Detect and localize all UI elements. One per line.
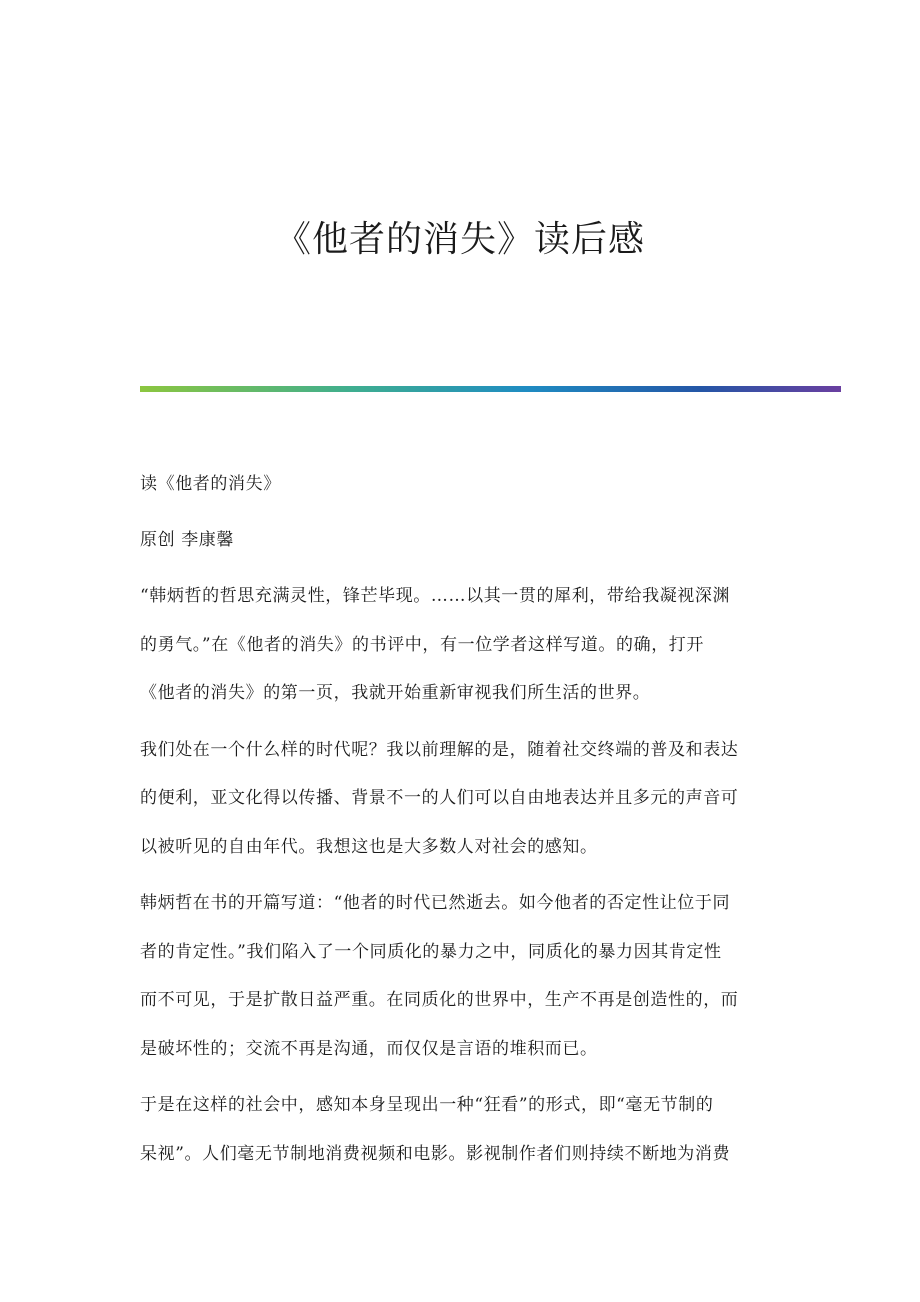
document-body	[140, 464, 770, 1182]
paragraph-line: “韩炳哲的哲思充满灵性，锋芒毕现。……以其一贯的犀利，带给我凝视深渊	[140, 586, 731, 606]
paragraph-line: 者的肯定性。”我们陷入了一个同质化的暴力之中，同质化的暴力因其肯定性	[140, 941, 722, 962]
paragraph-line: 韩炳哲在书的开篇写道：“他者的时代已然逝去。如今他者的否定性让位于同	[140, 893, 731, 913]
paragraph-line: 《他者的消失》的第一页，我就开始重新审视我们所生活的世界。	[140, 683, 651, 703]
paragraph-line: 以被听见的自由年代。我想这也是大多数人对社会的感知。	[140, 836, 598, 857]
author-line: 原创 李康馨	[140, 530, 235, 550]
book-title-line: 读《他者的消失》	[140, 474, 281, 494]
paragraph-line: 我们处在一个什么样的时代呢？我以前理解的是，随着社交终端的普及和表达	[140, 739, 739, 760]
paragraph-line: 的便利，亚文化得以传播、背景不一的人们可以自由地表达并且多元的声音可	[140, 788, 739, 808]
paragraph-3	[140, 883, 770, 1077]
document-title: 《他者的消失》读后感	[274, 219, 645, 260]
paragraph-line: 呆视”。人们毫无节制地消费视频和电影。影视制作者们则持续不断地为消费	[140, 1143, 731, 1164]
paragraph-1	[140, 576, 770, 722]
paragraph-line: 是破坏性的；交流不再是沟通，而仅仅是言语的堆积而已。	[140, 1038, 598, 1059]
paragraph-line: 的勇气。”在《他者的消失》的书评中，有一位学者这样写道。的确，打开	[140, 634, 704, 655]
paragraph-2	[140, 730, 770, 876]
paragraph-line: 于是在这样的社会中，感知本身呈现出一种“狂看”的形式，即“毫无节制的	[140, 1095, 714, 1115]
paragraph-4	[140, 1085, 770, 1182]
paragraph-line: 而不可见，于是扩散日益严重。在同质化的世界中，生产不再是创造性的，而	[140, 990, 739, 1010]
title-divider	[140, 386, 841, 392]
